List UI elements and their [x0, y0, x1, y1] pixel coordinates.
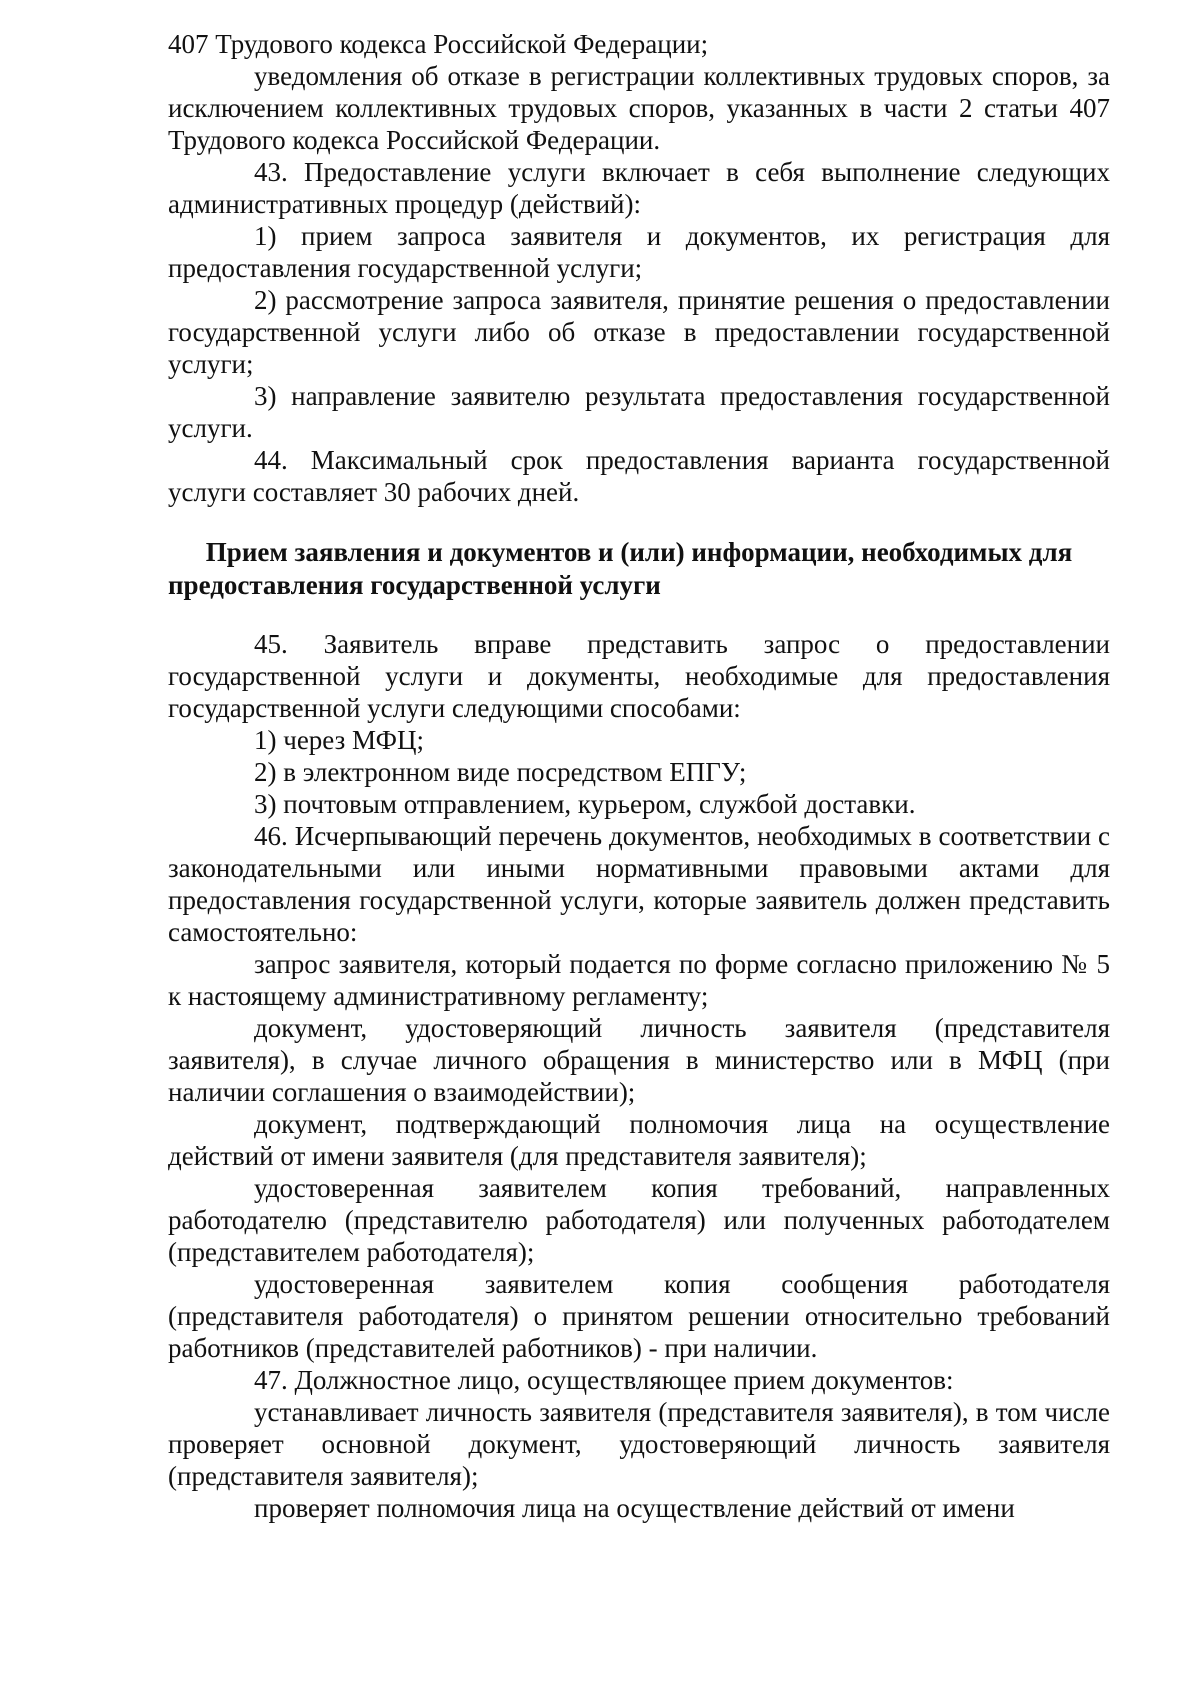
paragraph-group-procedures	[168, 28, 1110, 508]
paragraph-43-1: 1) прием запроса заявителя и документов, их регистрация для предоставления государственной услуги;	[168, 221, 1110, 283]
document-page	[168, 28, 1110, 1524]
paragraph-46-d: удостоверенная заявителем копия требований, направленных работодателю (представителю работодателя) или полученных работодателем (представителем работодателя);	[168, 1173, 1110, 1267]
paragraph-43: 43. Предоставление услуги включает в себя выполнение следующих административных процедур (действий):	[168, 157, 1110, 219]
paragraph-group-submission	[168, 628, 1110, 1524]
paragraph-47-b: проверяет полномочия лица на осуществление действий от имени	[254, 1493, 1015, 1523]
paragraph-cont: 407 Трудового кодекса Российской Федерации;	[168, 29, 709, 59]
paragraph-notice: уведомления об отказе в регистрации коллективных трудовых споров, за исключением коллективных трудовых споров, указанных в части 2 статьи 407 Трудового кодекса Российской Федерации.	[168, 61, 1110, 155]
paragraph-46-c: документ, подтверждающий полномочия лица на осуществление действий от имени заявителя (для представителя заявителя);	[168, 1109, 1110, 1171]
paragraph-45-2: 2) в электронном виде посредством ЕПГУ;	[254, 757, 747, 787]
paragraph-46: 46. Исчерпывающий перечень документов, необходимых в соответствии с законодательными или иными нормативными правовыми актами для предоставления государственной услуги, которые заявитель должен представить самостоятельно:	[168, 821, 1110, 947]
paragraph-45: 45. Заявитель вправе представить запрос о предоставлении государственной услуги и документы, необходимые для предоставления государственной услуги следующими способами:	[168, 629, 1110, 723]
paragraph-46-b: документ, удостоверяющий личность заявителя (представителя заявителя), в случае личного обращения в министерство или в МФЦ (при наличии соглашения о взаимодействии);	[168, 1013, 1110, 1107]
paragraph-45-1: 1) через МФЦ;	[254, 725, 425, 755]
paragraph-46-a: запрос заявителя, который подается по форме согласно приложению № 5 к настоящему административному регламенту;	[168, 949, 1110, 1011]
paragraph-45-3: 3) почтовым отправлением, курьером, службой доставки.	[254, 789, 916, 819]
paragraph-44: 44. Максимальный срок предоставления варианта государственной услуги составляет 30 рабочих дней.	[168, 445, 1110, 507]
paragraph-46-e: удостоверенная заявителем копия сообщения работодателя (представителя работодателя) о принятом решении относительно требований работников (представителей работников) - при наличии.	[168, 1269, 1110, 1363]
paragraph-47-a: устанавливает личность заявителя (представителя заявителя), в том числе проверяет основной документ, удостоверяющий личность заявителя (представителя заявителя);	[168, 1397, 1110, 1491]
paragraph-43-2: 2) рассмотрение запроса заявителя, принятие решения о предоставлении государственной услуги либо об отказе в предоставлении государственной услуги;	[168, 285, 1110, 379]
section-heading: Прием заявления и документов и (или) информации, необходимых для предоставления государственной услуги	[168, 537, 1073, 600]
paragraph-47: 47. Должностное лицо, осуществляющее прием документов:	[254, 1365, 954, 1395]
paragraph-43-3: 3) направление заявителю результата предоставления государственной услуги.	[168, 381, 1110, 443]
